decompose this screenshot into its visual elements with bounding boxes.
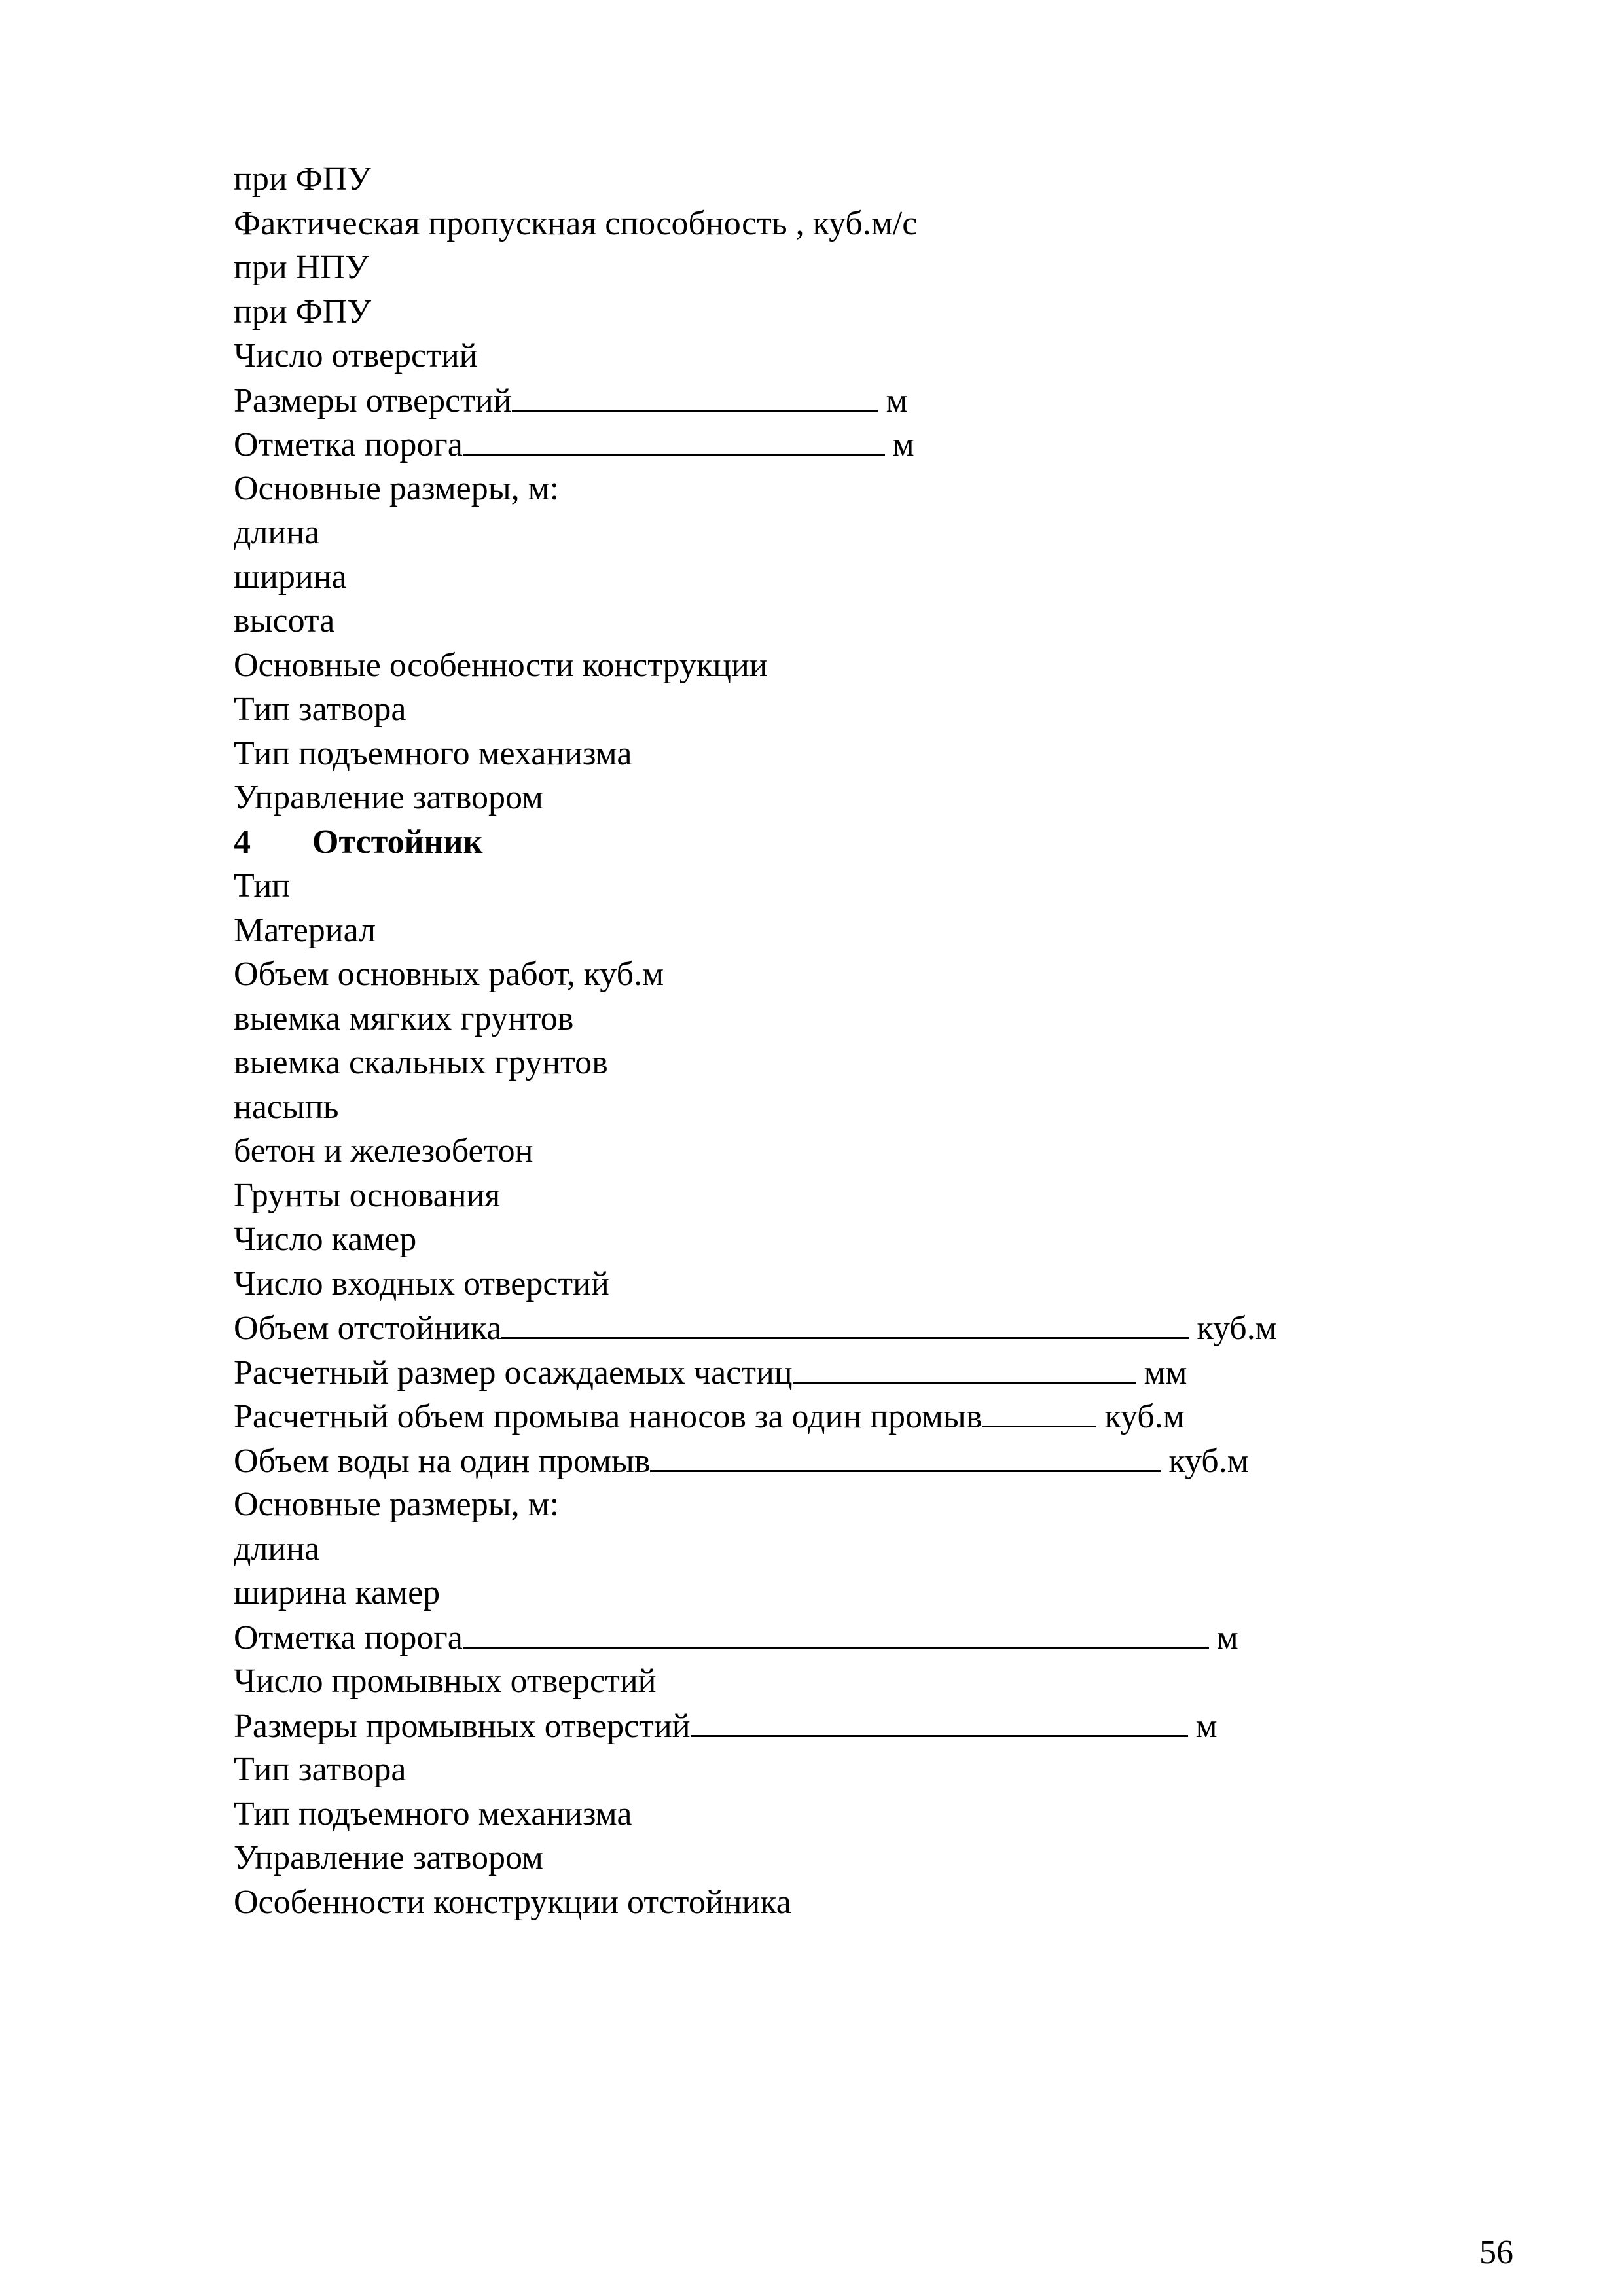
field-unit: м [892,426,914,463]
text-line: Тип затвора [234,691,406,728]
field-label: Расчетный объем промыва наносов за один промыв [234,1398,983,1435]
field-label: Размеры промывных отверстий [234,1707,691,1745]
text-line: Число камер [234,1221,417,1258]
fill-in-blank [793,1350,1136,1384]
text-line: выемка скальных грунтов [234,1044,608,1081]
field-unit: м [1216,1619,1238,1657]
fill-in-blank [650,1439,1161,1472]
fill-in-blank [501,1306,1189,1339]
text-line: длина [234,514,320,551]
text-line: при НПУ [234,249,369,286]
section-number: 4 [234,823,251,861]
text-line: Основные размеры, м: [234,1486,560,1523]
text-line: Особенности конструкции отстойника [234,1883,791,1921]
page-number: 56 [1479,2234,1513,2271]
field-unit: куб.м [1197,1310,1277,1347]
field-label: Размеры отверстий [234,382,512,420]
text-line: ширина камер [234,1574,441,1611]
text-line: Число отверстий [234,337,478,374]
text-line: Число промывных отверстий [234,1662,657,1700]
text-line: выемка мягких грунтов [234,999,574,1037]
text-line: при ФПУ [234,293,372,331]
text-line: Основные размеры, м: [234,469,560,507]
text-line: Материал [234,911,376,949]
fill-in-line [234,1704,1477,1748]
field-unit: мм [1144,1354,1187,1391]
text-line: Грунты основания [234,1176,501,1214]
field-unit: куб.м [1168,1442,1249,1480]
fill-in-line [234,1394,1477,1439]
fill-in-line [234,1439,1477,1483]
document-body [234,157,1477,1924]
text-line: Объем основных работ, куб.м [234,956,664,993]
section-title: Отстойник [312,823,483,861]
fill-in-line [234,1350,1477,1395]
text-line: насыпь [234,1088,339,1126]
text-line: Основные особенности конструкции [234,646,768,684]
fill-in-line [234,1615,1477,1660]
fill-in-line [234,422,1477,467]
text-line: Управление затвором [234,1839,543,1876]
text-line: Тип подъемного механизма [234,734,632,772]
section-heading [234,820,1477,865]
field-unit: м [886,382,908,420]
text-line: Число входных отверстий [234,1265,609,1302]
fill-in-line [234,1306,1477,1350]
text-line: Тип подъемного механизма [234,1795,632,1833]
field-label: Отметка порога [234,426,463,463]
text-line: ширина [234,558,347,596]
field-label: Объем воды на один промыв [234,1442,651,1480]
field-label: Объем отстойника [234,1310,502,1347]
text-line: при ФПУ [234,160,372,198]
text-line: длина [234,1530,320,1568]
field-label: Расчетный размер осаждаемых частиц [234,1354,793,1391]
fill-in-blank [512,378,878,412]
fill-in-blank [463,422,885,456]
text-line: Фактическая пропускная способность , куб.м/с [234,204,918,242]
text-line: высота [234,602,335,639]
fill-in-line [234,378,1477,423]
field-unit: м [1195,1707,1218,1745]
fill-in-blank [463,1615,1209,1649]
field-unit: куб.м [1104,1398,1185,1435]
fill-in-blank [982,1394,1096,1427]
fill-in-blank [691,1704,1188,1737]
field-label: Отметка порога [234,1619,463,1657]
text-line: бетон и железобетон [234,1132,533,1170]
text-line: Тип затвора [234,1751,406,1788]
text-line: Управление затвором [234,779,543,816]
text-line: Тип [234,867,291,905]
